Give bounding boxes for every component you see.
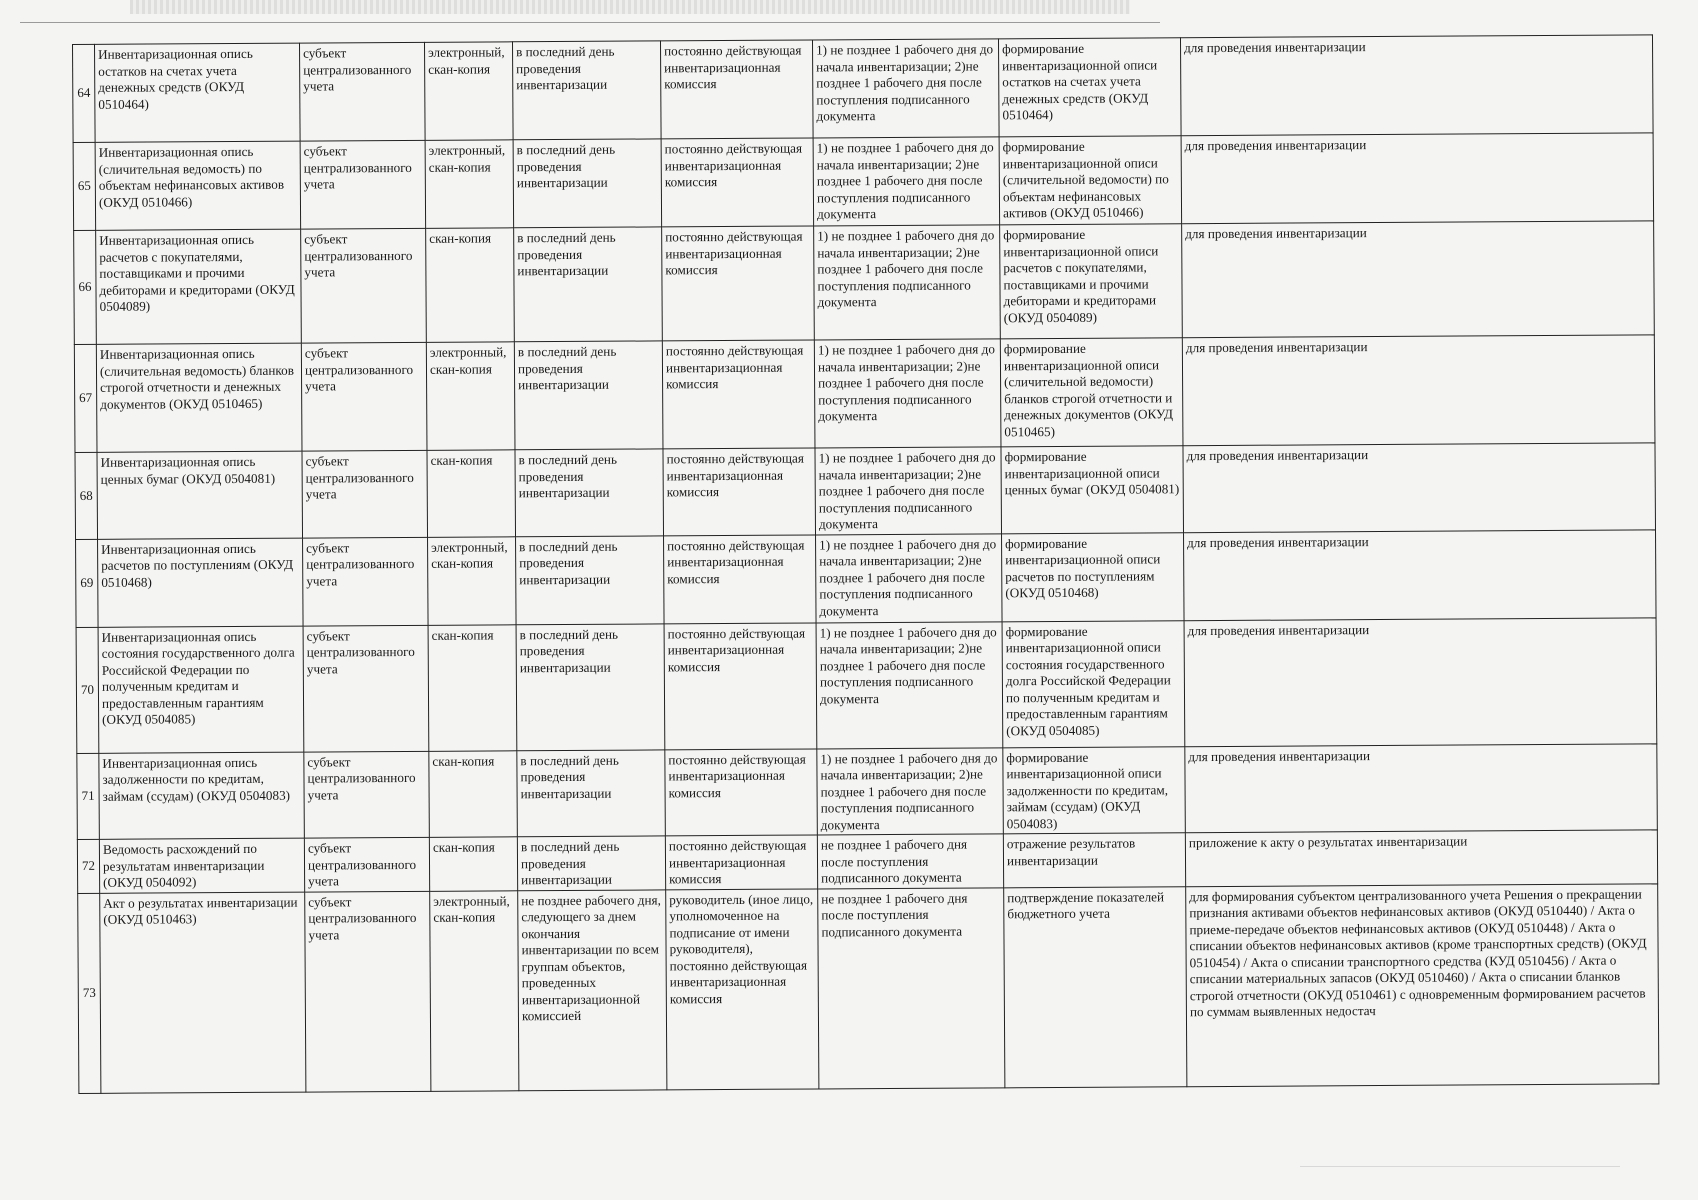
document-form: скан-копия	[429, 837, 517, 891]
document-signer: постоянно действующая инвентаризационная комиссия	[660, 40, 813, 139]
document-signer: постоянно действующая инвентаризационная комиссия	[661, 138, 814, 227]
creation-time: в последний день проведения инвентаризации	[517, 749, 666, 836]
document-name: Инвентаризационная опись расчетов с покупателями, поставщиками и прочими дебиторами и кредиторами (ОКУД 0504089)	[96, 229, 302, 344]
table-row	[77, 743, 1657, 839]
scan-artifact-line	[20, 22, 1160, 23]
document-name: Ведомость расхождений по результатам инвентаризации (ОКУД 0504092)	[99, 838, 304, 893]
accounting-action: формирование инвентаризационной описи состояния государственного долга Российской Федерации по полученным кредитам и предоставленным гарантиям (ОКУД 0504085)	[1002, 620, 1185, 747]
document-creator: субъект централизованного учета	[303, 625, 429, 752]
accounting-action: формирование инвентаризационной описи (сличительной ведомости) по объектам нефинансовых активов (ОКУД 0510466)	[999, 136, 1182, 225]
document-signer: постоянно действующая инвентаризационная комиссия	[665, 835, 817, 889]
document-signer: постоянно действующая инвентаризационная комиссия	[665, 748, 818, 835]
document-form: электронный, скан-копия	[426, 342, 515, 451]
document-table	[72, 34, 1659, 1093]
document-creator: субъект централизованного учета	[300, 140, 426, 229]
scan-artifact-top	[130, 0, 1130, 14]
document-signer: постоянно действующая инвентаризационная комиссия	[662, 226, 815, 341]
table-row	[73, 133, 1654, 231]
document-signer: постоянно действующая инвентаризационная комиссия	[664, 622, 817, 749]
row-number: 67	[74, 344, 97, 452]
creation-time: в последний день проведения инвентаризации	[515, 449, 664, 536]
accounting-action: формирование инвентаризационной описи задолженности по кредитам, займам (ссудам) (ОКУД 0504083)	[1003, 746, 1186, 834]
submission-deadline: 1) не позднее 1 рабочего дня до начала инвентаризации; 2)не позднее 1 рабочего дня после поступления подписанного документа	[814, 339, 1001, 448]
submission-deadline: 1) не позднее 1 рабочего дня до начала инвентаризации; 2)не позднее 1 рабочего дня после поступления подписанного документа	[816, 621, 1003, 748]
creation-time: в последний день проведения инвентаризации	[512, 41, 661, 140]
creation-time: в последний день проведения инвентаризации	[516, 623, 665, 750]
submission-deadline: не позднее 1 рабочего дня после поступления подписанного документа	[817, 834, 1003, 889]
document-signer: постоянно действующая инвентаризационная комиссия	[662, 340, 815, 449]
scan-artifact-bottom	[1300, 1166, 1620, 1167]
document-page	[72, 34, 1659, 1142]
accounting-action: формирование инвентаризационной описи остатков на счетах учета денежных средств (ОКУД 0510464)	[998, 38, 1181, 137]
row-number: 73	[78, 893, 101, 1093]
document-purpose: для формирования субъектом централизованного учета Решения о прекращении признания активами объектов нефинансовых активов (ОКУД 0510440) / Акта о приеме-передаче объектов нефинансовых активов (ОКУД 0510448) / Акта о списании объектов нефинансовых активов (кроме транспортных средств) (ОКУД 0510454) / Акта о списании транспортного средства (КУД 0510456) / Акта о списании материальных запасов (ОКУД 0510460) / Акта о списании бланков строгой отчетности (ОКУД 0510461) с одновременным формированием расчетов по суммам выявленных недостач	[1186, 883, 1659, 1086]
document-creator: субъект централизованного учета	[301, 228, 427, 343]
document-purpose: приложение к акту о результатах инвентаризации	[1185, 830, 1657, 886]
document-creator: субъект централизованного учета	[302, 450, 428, 537]
table-row	[74, 221, 1655, 345]
document-form: электронный, скан-копия	[424, 42, 513, 141]
document-purpose: для проведения инвентаризации	[1182, 221, 1655, 338]
document-signer: постоянно действующая инвентаризационная комиссия	[663, 448, 816, 535]
document-signer: руководитель (иное лицо, уполномоченное на подписание от имени руководителя), постоянно действующая инвентаризационная комиссия	[666, 888, 819, 1089]
document-name: Инвентаризационная опись остатков на счетах учета денежных средств (ОКУД 0510464)	[95, 43, 301, 142]
document-purpose: для проведения инвентаризации	[1181, 133, 1654, 224]
document-name: Инвентаризационная опись (сличительная ведомость) по объектам нефинансовых активов (ОКУД 0510466)	[95, 141, 301, 230]
accounting-action: подтверждение показателей бюджетного учета	[1004, 886, 1187, 1087]
table-row	[76, 617, 1657, 753]
submission-deadline: 1) не позднее 1 рабочего дня до начала инвентаризации; 2)не позднее 1 рабочего дня после поступления подписанного документа	[815, 447, 1002, 535]
document-purpose: для проведения инвентаризации	[1184, 529, 1657, 620]
creation-time: в последний день проведения инвентаризации	[514, 227, 663, 342]
document-creator: субъект централизованного учета	[304, 751, 430, 838]
document-name: Инвентаризационная опись (сличительная ведомость) бланков строгой отчетности и денежных документов (ОКУД 0510465)	[96, 343, 302, 452]
accounting-action: формирование инвентаризационной описи расчетов по поступлениям (ОКУД 0510468)	[1002, 532, 1185, 621]
document-purpose: для проведения инвентаризации	[1185, 743, 1658, 832]
submission-deadline: 1) не позднее 1 рабочего дня до начала инвентаризации; 2)не позднее 1 рабочего дня после поступления подписанного документа	[812, 39, 999, 138]
document-purpose: для проведения инвентаризации	[1182, 335, 1655, 446]
submission-deadline: 1) не позднее 1 рабочего дня до начала инвентаризации; 2)не позднее 1 рабочего дня после поступления подписанного документа	[814, 225, 1001, 340]
creation-time: в последний день проведения инвентаризации	[516, 535, 665, 624]
submission-deadline: 1) не позднее 1 рабочего дня до начала инвентаризации; 2)не позднее 1 рабочего дня после поступления подписанного документа	[817, 747, 1004, 835]
document-form: электронный, скан-копия	[428, 536, 517, 625]
row-number: 68	[75, 452, 98, 539]
row-number: 71	[77, 753, 100, 840]
document-name: Инвентаризационная опись ценных бумаг (ОКУД 0504081)	[97, 451, 303, 539]
document-creator: субъект централизованного учета	[301, 342, 427, 451]
creation-time: в последний день проведения инвентаризации	[514, 341, 663, 450]
document-name: Инвентаризационная опись задолженности по кредитам, займам (ссудам) (ОКУД 0504083)	[99, 752, 305, 840]
accounting-action: отражение результатов инвентаризации	[1003, 833, 1185, 888]
table-row	[77, 830, 1657, 893]
creation-time: не позднее рабочего дня, следующего за днем окончания инвентаризации по всем группам объектов, проведенных инвентаризационной комиссией	[518, 889, 667, 1090]
document-form: электронный, скан-копия	[425, 140, 514, 229]
submission-deadline: 1) не позднее 1 рабочего дня до начала инвентаризации; 2)не позднее 1 рабочего дня после поступления подписанного документа	[816, 533, 1003, 622]
submission-deadline: 1) не позднее 1 рабочего дня до начала инвентаризации; 2)не позднее 1 рабочего дня после поступления подписанного документа	[813, 137, 1000, 226]
document-form: электронный, скан-копия	[430, 890, 519, 1091]
row-number: 72	[77, 839, 99, 893]
table-row	[76, 529, 1657, 627]
table-row	[74, 335, 1655, 453]
creation-time: в последний день проведения инвентаризации	[513, 139, 662, 228]
document-creator: субъект централизованного учета	[305, 891, 431, 1092]
table-body	[73, 35, 1659, 1093]
document-form: скан-копия	[426, 228, 515, 343]
document-form: скан-копия	[428, 624, 517, 751]
document-name: Инвентаризационная опись состояния государственного долга Российской Федерации по полученным кредитам и предоставленным гарантиям (ОКУД 0504085)	[98, 626, 304, 753]
row-number: 70	[76, 627, 99, 753]
table-row	[73, 35, 1654, 143]
row-number: 66	[74, 230, 97, 344]
row-number: 69	[76, 539, 99, 627]
document-name: Акт о результатах инвентаризации (ОКУД 0510463)	[100, 892, 306, 1093]
accounting-action: формирование инвентаризационной описи ценных бумаг (ОКУД 0504081)	[1001, 446, 1184, 534]
document-form: скан-копия	[429, 750, 518, 837]
document-signer: постоянно действующая инвентаризационная комиссия	[664, 534, 817, 623]
creation-time: в последний день проведения инвентаризации	[517, 836, 665, 890]
document-name: Инвентаризационная опись расчетов по поступлениям (ОКУД 0510468)	[98, 538, 304, 627]
document-purpose: для проведения инвентаризации	[1180, 35, 1653, 136]
table-row	[75, 443, 1655, 539]
document-creator: субъект централизованного учета	[303, 537, 429, 626]
submission-deadline: не позднее 1 рабочего дня после поступления подписанного документа	[818, 887, 1005, 1088]
document-form: скан-копия	[427, 450, 516, 537]
table-row	[78, 883, 1659, 1093]
row-number: 65	[73, 142, 96, 230]
row-number: 64	[73, 44, 96, 142]
accounting-action: формирование инвентаризационной описи расчетов с покупателями, поставщиками и прочими дебиторами и кредиторами (ОКУД 0504089)	[1000, 224, 1183, 339]
document-purpose: для проведения инвентаризации	[1184, 617, 1657, 746]
document-purpose: для проведения инвентаризации	[1183, 443, 1656, 532]
document-creator: субъект централизованного учета	[299, 42, 425, 141]
accounting-action: формирование инвентаризационной описи (сличительной ведомости) бланков строгой отчетности и денежных документов (ОКУД 0510465)	[1000, 338, 1183, 447]
document-creator: субъект централизованного учета	[304, 837, 429, 891]
